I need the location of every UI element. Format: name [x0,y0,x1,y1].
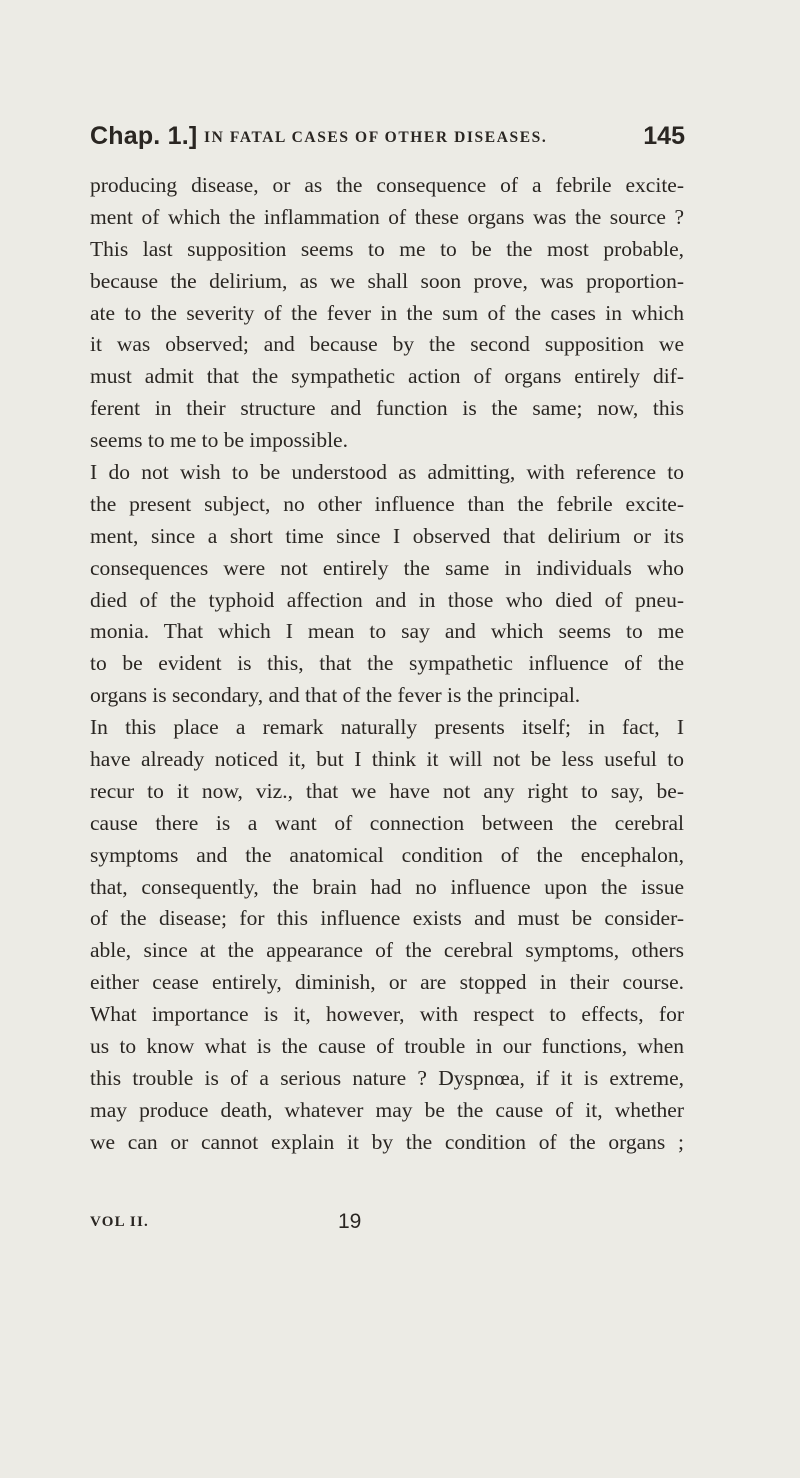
text-line: us to know what is the cause of trouble in our functions, when [90,1034,684,1059]
text-line: ate to the severity of the fever in the sum of the cases in which [90,300,684,325]
signature-mark: 19 [338,1210,362,1233]
text-line: recur to it now, viz., that we have not any right to say, be- [90,778,684,803]
running-title: IN FATAL CASES OF OTHER DISEASES. [204,129,548,146]
body-text [90,170,684,1159]
running-header [90,122,685,162]
text-line: the present subject, no other influence than the febrile excite- [90,491,684,516]
text-line: producing disease, or as the consequence of a febrile excite- [90,173,684,197]
text-line: may produce death, whatever may be the cause of it, whether [90,1097,684,1122]
page-footer [90,1210,690,1240]
text-line: organs is secondary, and that of the fever is the principal. [90,683,581,708]
text-line: consequences were not entirely the same in individuals who [90,555,684,580]
text-line: This last supposition seems to me to be the most probable, [90,236,684,261]
text-line: because the delirium, as we shall soon prove, was proportion- [90,268,684,293]
chapter-label: Chap. 1.] [90,122,198,150]
text-line: symptoms and the anatomical condition of the encephalon, [90,842,684,867]
text-line: monia. That which I mean to say and which seems to me [90,619,684,644]
text-line: ment, since a short time since I observed that delirium or its [90,523,684,548]
text-line: this trouble is of a serious nature ? Dyspnœa, if it is extreme, [90,1065,684,1090]
text-line: I do not wish to be understood as admitting, with reference to [90,460,684,485]
page-number: 145 [643,122,685,150]
text-line: either cease entirely, diminish, or are stopped in their course. [90,970,684,995]
text-line: of the disease; for this influence exists and must be consider- [90,906,684,931]
text-line: it was observed; and because by the second supposition we [90,332,684,357]
text-line: In this place a remark naturally presents itself; in fact, I [90,715,684,740]
text-line: able, since at the appearance of the cerebral symptoms, others [90,938,684,963]
text-line: died of the typhoid affection and in those who died of pneu- [90,587,684,612]
text-line: have already noticed it, but I think it will not be less useful to [90,747,684,772]
text-line: we can or cannot explain it by the condition of the organs ; [90,1129,684,1154]
text-line: What importance is it, however, with respect to effects, for [90,1002,684,1027]
text-line: that, consequently, the brain had no influence upon the issue [90,874,684,899]
text-line: cause there is a want of connection between the cerebral [90,810,684,835]
text-line: to be evident is this, that the sympathetic influence of the [90,651,684,676]
text-line: ment of which the inflammation of these organs was the source ? [90,204,684,229]
text-line: must admit that the sympathetic action of organs entirely dif- [90,364,684,389]
text-line: ferent in their structure and function is the same; now, this [90,396,684,421]
text-line: seems to me to be impossible. [90,428,348,453]
volume-label: VOL II. [90,1214,149,1230]
